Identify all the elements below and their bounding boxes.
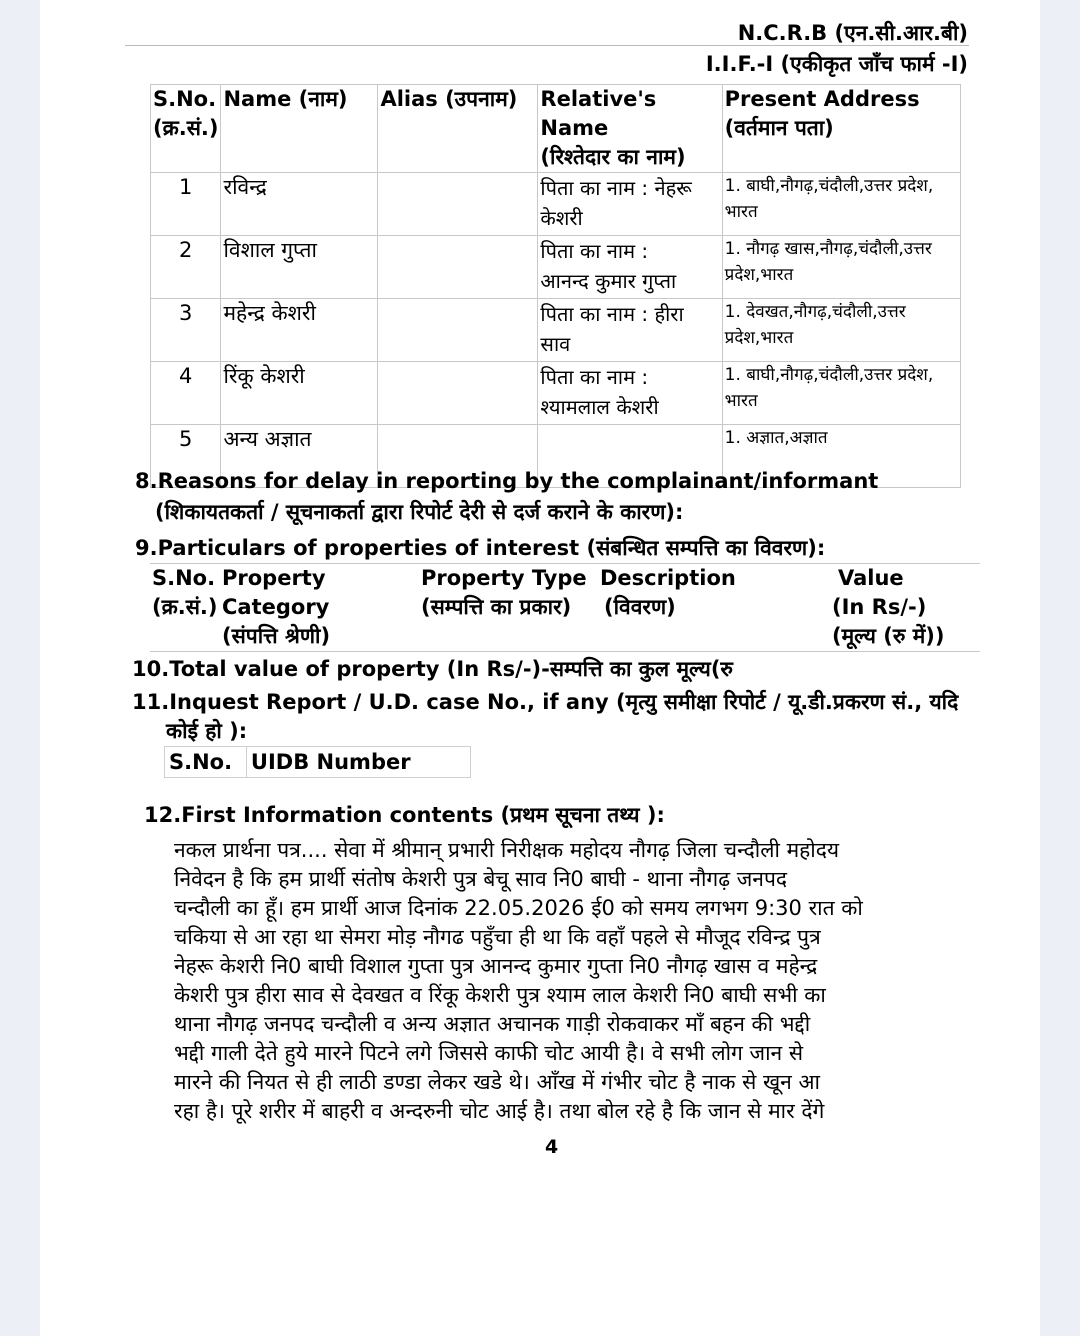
row-alias [378,299,538,362]
fir-line: निवेदन है कि हम प्रार्थी संतोष केशरी पुत्र बेचू साव नि0 बाघी - थाना नौगढ़ जनपद [174,867,788,891]
section-8-title: 8.Reasons for delay in reporting by the complainant/informant [135,469,879,493]
col-sno: S.No. (क्र.सं.) [151,85,221,173]
row-name: विशाल गुप्ता [221,236,378,299]
row-relative: पिता का नाम : श्यामलाल केशरी [538,362,722,425]
row-address: 1. बाघी,नौगढ़,चंदौली,उत्तर प्रदेश, भारत [722,173,960,236]
col-sno: S.No. [165,747,247,778]
row-alias [378,173,538,236]
col-uidb: UIDB Number [246,747,470,778]
fir-line: केशरी पुत्र हीरा साव से देवखत व रिंकू केशरी पुत्र श्याम लाल केशरी नि0 बाघी सभी का [174,983,826,1007]
properties-header-row [150,564,980,652]
col-name: Name (नाम) [221,85,378,173]
accused-table [150,84,961,488]
accused-header-row [151,85,961,173]
row-name: रविन्द्र [221,173,378,236]
fir-contents [174,836,934,1126]
row-name: अन्य अज्ञात [221,425,378,488]
uidb-table [164,746,471,778]
col-category: Property Category (संपत्ति श्रेणी) [220,564,419,652]
section-11-title: 11.Inquest Report / U.D. case No., if any (मृत्यु समीक्षा रिपोर्ट / यू.डी.प्रकरण सं., यदि [132,690,959,714]
page-number: 4 [545,1136,559,1158]
row-relative: पिता का नाम : आनन्द कुमार गुप्ता [538,236,722,299]
ncrb-header: N.C.R.B (एन.सी.आर.बी) [737,21,968,45]
header-rule [125,45,969,46]
col-relative: Relative's Name (रिश्तेदार का नाम) [538,85,722,173]
row-sno: 3 [151,299,221,362]
col-alias: Alias (उपनाम) [378,85,538,173]
fir-line: भद्दी गाली देते हुये मारने पिटने लगे जिससे काफी चोट आयी है। वे सभी लोग जान से [174,1041,804,1065]
fir-line: थाना नौगढ़ जनपद चन्दौली व अन्य अज्ञात अचानक गाड़ी रोकवाकर माँ बहन की भद्दी [174,1012,811,1036]
form-header: I.I.F.-I (एकीकृत जाँच फार्म -I) [705,52,968,76]
properties-table [150,563,980,652]
fir-line: चकिया से आ रहा था सेमरा मोड़ नौगढ पहुँचा ही था कि वहाँ पहले से मौजूद रविन्द्र पुत्र [174,925,821,949]
fir-line: नकल प्रार्थना पत्र.... सेवा में श्रीमान् प्रभारी निरीक्षक महोदय नौगढ़ जिला चन्दौली महोदय [174,838,840,862]
table-row [151,362,961,425]
section-11-subtitle: कोई हो ): [166,719,248,743]
row-sno: 4 [151,362,221,425]
row-name: रिंकू केशरी [221,362,378,425]
col-type: Property Type (सम्पत्ति का प्रकार) [419,564,598,652]
row-sno: 1 [151,173,221,236]
row-address: 1. नौगढ़ खास,नौगढ़,चंदौली,उत्तर प्रदेश,भारत [722,236,960,299]
section-8-subtitle: (शिकायतकर्ता / सूचनाकर्ता द्वारा रिपोर्ट देरी से दर्ज कराने के कारण): [155,500,684,524]
table-row [151,299,961,362]
row-sno: 2 [151,236,221,299]
fir-line: नेहरू केशरी नि0 बाघी विशाल गुप्ता पुत्र आनन्द कुमार गुप्ता नि0 नौगढ़ खास व महेन्द्र [174,954,818,978]
row-address: 1. देवखत,नौगढ़,चंदौली,उत्तर प्रदेश,भारत [722,299,960,362]
row-relative: पिता का नाम : हीरा साव [538,299,722,362]
row-sno: 5 [151,425,221,488]
row-alias [378,236,538,299]
row-address: 1. अज्ञात,अज्ञात [722,425,960,488]
section-10-title: 10.Total value of property (In Rs/-)-सम्पत्ति का कुल मूल्य(रु [132,657,733,681]
row-alias [378,362,538,425]
fir-line: चन्दौली का हूँ। हम प्रार्थी आज दिनांक 22.05.2026 ई0 को समय लगभग 9:30 रात को [174,896,863,920]
row-name: महेन्द्र केशरी [221,299,378,362]
col-description: Description (विवरण) [598,564,830,652]
row-address: 1. बाघी,नौगढ़,चंदौली,उत्तर प्रदेश, भारत [722,362,960,425]
table-row [151,173,961,236]
col-sno: S.No. (क्र.सं.) [150,564,220,652]
col-value: Value (In Rs/-) (मूल्य (रु में)) [830,564,980,652]
section-12-title: 12.First Information contents (प्रथम सूचना तथ्य ): [144,803,665,827]
col-address: Present Address (वर्तमान पता) [722,85,960,173]
document-page [40,0,1040,1336]
table-row [151,236,961,299]
uidb-header-row [165,747,471,778]
row-relative: पिता का नाम : नेहरू केशरी [538,173,722,236]
fir-line: रहा है। पूरे शरीर में बाहरी व अन्दरुनी चोट आई है। तथा बोल रहे है कि जान से मार देंगे [174,1099,825,1123]
fir-line: मारने की नियत से ही लाठी डण्डा लेकर खडे थे। आँख में गंभीर चोट है नाक से खून आ [174,1070,820,1094]
section-9-title: 9.Particulars of properties of interest (संबन्धित सम्पत्ति का विवरण): [135,536,826,560]
